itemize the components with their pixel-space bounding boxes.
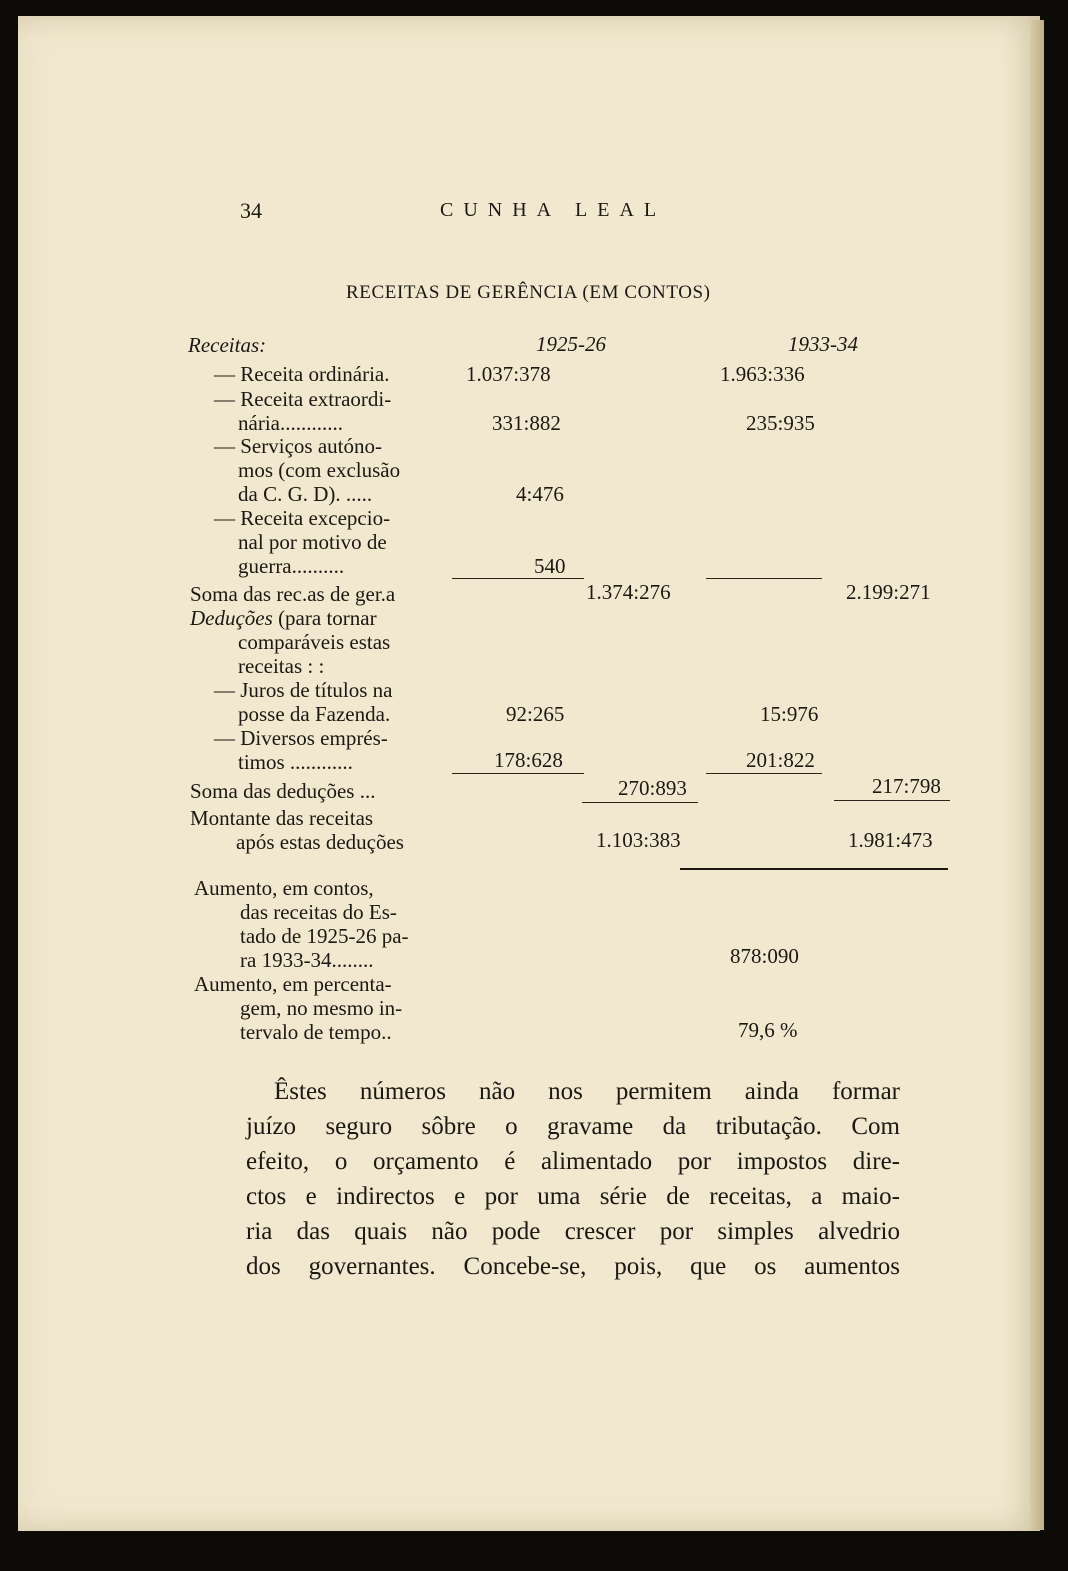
row-label: timos ............: [238, 750, 353, 774]
row-label: Aumento, em contos,: [194, 876, 374, 900]
paragraph-line: efeito, o orçamento é alimentado por impostos dire-: [246, 1148, 900, 1175]
value-cell: 79,6 %: [738, 1018, 798, 1042]
row-label: ra 1933-34........: [240, 948, 374, 972]
row-label: guerra..........: [238, 554, 345, 578]
total-cell: 1.374:276: [586, 580, 671, 604]
paragraph-line: ctos e indirectos e por uma série de receitas, a maio-: [246, 1183, 900, 1210]
paragraph-line: Êstes números não nos permitem ainda formar: [274, 1078, 900, 1105]
row-label: das receitas do Es-: [240, 900, 397, 924]
row-label: posse da Fazenda.: [238, 702, 391, 726]
subtotal-rule: [706, 773, 822, 774]
row-label: gem, no mesmo in-: [240, 996, 403, 1020]
row-label: — Receita extraordi-: [214, 387, 392, 411]
value-cell: 1.037:378: [466, 362, 551, 386]
receitas-label: Receitas:: [188, 333, 267, 357]
deducoes-label: [190, 606, 377, 630]
value-cell: 1.963:336: [720, 362, 805, 386]
paragraph-line: ria das quais não pode crescer por simples alvedrio: [246, 1218, 900, 1245]
row-label: Aumento, em percenta-: [194, 972, 392, 996]
total-cell: 2.199:271: [846, 580, 931, 604]
value-cell: 178:628: [494, 748, 563, 772]
running-title: CUNHA LEAL: [440, 199, 667, 221]
row-label: receitas : :: [238, 654, 325, 678]
value-cell: 235:935: [746, 411, 815, 435]
value-cell: 331:882: [492, 411, 561, 435]
row-label: após estas deduções: [236, 830, 404, 854]
row-label: — Receita ordinária.: [214, 362, 390, 386]
row-label: Montante das receitas: [190, 806, 374, 830]
row-label: — Juros de títulos na: [214, 678, 393, 702]
total-cell: 270:893: [618, 776, 687, 800]
row-label: comparáveis estas: [238, 630, 391, 654]
sum-label: Soma das rec.as de ger.a: [190, 582, 396, 606]
total-cell: 217:798: [872, 774, 941, 798]
deducoes-heading: Deduções: [190, 606, 273, 630]
row-label: nal por motivo de: [238, 530, 387, 554]
sum-label: Soma das deduções ...: [190, 779, 376, 803]
subtotal-rule: [706, 578, 822, 579]
body-paragraph: [246, 1074, 900, 1284]
row-label: da C. G. D). .....: [238, 482, 373, 506]
paragraph-line: dos governantes. Concebe-se, pois, que os aumentos: [246, 1253, 900, 1280]
page-number: 34: [240, 198, 262, 223]
subtotal-rule: [452, 773, 584, 774]
total-rule: [834, 800, 950, 801]
deducoes-text: (para tornar: [272, 606, 377, 630]
value-cell: 201:822: [746, 748, 815, 772]
row-label: mos (com exclusão: [238, 458, 401, 482]
total-rule: [582, 802, 698, 803]
total-cell: 1.103:383: [596, 828, 681, 852]
value-cell: 878:090: [730, 944, 799, 968]
row-label: — Receita excepcio-: [214, 506, 391, 530]
row-label: nária............: [238, 411, 343, 435]
year-1925-26: 1925-26: [536, 332, 606, 356]
value-cell: 4:476: [516, 482, 564, 506]
value-cell: 540: [534, 554, 566, 578]
row-label: tado de 1925-26 pa-: [240, 924, 409, 948]
row-label: tervalo de tempo..: [240, 1020, 392, 1044]
row-label: — Diversos emprés-: [214, 726, 388, 750]
value-cell: 15:976: [760, 702, 819, 726]
subtotal-rule: [452, 578, 584, 579]
page-edge: [1030, 20, 1044, 1530]
table-title: RECEITAS DE GERÊNCIA (EM CONTOS): [346, 282, 711, 303]
row-label: — Serviços autóno-: [214, 434, 382, 458]
paragraph-line: juízo seguro sôbre o gravame da tributação. Com: [246, 1113, 900, 1140]
closing-rule: [680, 868, 948, 870]
year-1933-34: 1933-34: [788, 332, 858, 356]
value-cell: 92:265: [506, 702, 565, 726]
total-cell: 1.981:473: [848, 828, 933, 852]
